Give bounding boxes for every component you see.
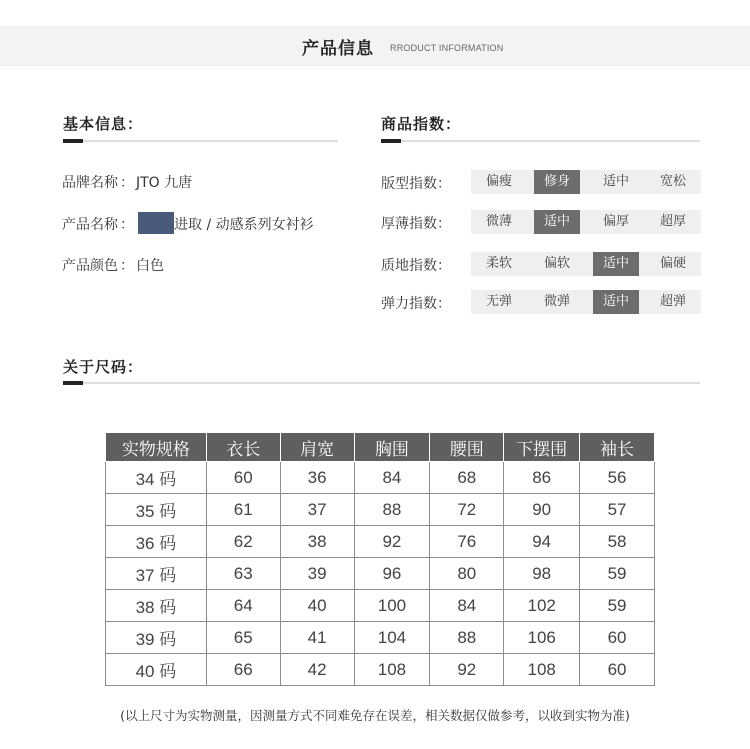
size-title: 关于尺码： [63,358,144,376]
size-cell: 60 [580,654,655,686]
size-cell: 60 [206,462,280,494]
index-option: 偏软 [543,256,570,271]
product-name-label: 产品名称 [62,217,118,233]
size-cell: 90 [504,494,580,526]
index-option: 微弹 [543,294,570,309]
size-header-cell: 腰围 [430,433,504,462]
index-option: 超厚 [659,214,686,229]
page-subtitle: RRODUCT INFORMATION [390,43,504,53]
index-option: 微薄 [485,214,512,229]
size-divider [63,382,700,384]
size-cell: 102 [504,590,580,622]
brand-row: 品牌名称 ： JTO 九唐 [62,175,193,191]
index-scale [471,210,701,234]
size-cell: 64 [206,590,280,622]
size-cell: 100 [354,590,430,622]
index-option: 无弹 [485,294,512,309]
index-label: 版型指数： [381,176,451,192]
size-cell: 88 [354,494,430,526]
size-cell: 37 [280,494,354,526]
size-cell: 61 [206,494,280,526]
table-row [106,622,655,654]
table-row [106,590,655,622]
size-cell: 60 [580,622,655,654]
index-option-selected: 适中 [593,290,639,314]
basic-info-title: 基本信息： [63,115,144,133]
index-label: 质地指数： [381,258,451,274]
size-cell: 104 [354,622,430,654]
product-name-row: 产品名称 ： 进取 / 动感系列女衬衫 [62,212,314,234]
size-cell: 38 [280,526,354,558]
size-cell: 37 码 [106,558,207,590]
size-cell: 96 [354,558,430,590]
size-cell: 106 [504,622,580,654]
size-cell: 40 [280,590,354,622]
size-cell: 92 [430,654,504,686]
size-cell: 65 [206,622,280,654]
size-header-cell: 实物规格 [106,433,207,462]
indices-divider [381,140,700,142]
index-scale [471,290,701,314]
size-cell: 88 [430,622,504,654]
size-cell: 66 [206,654,280,686]
size-cell: 92 [354,526,430,558]
size-cell: 39 [280,558,354,590]
size-cell: 62 [206,526,280,558]
index-label: 厚薄指数： [381,216,451,232]
size-header-cell: 下摆围 [504,433,580,462]
index-option-selected: 适中 [534,210,580,234]
index-option: 宽松 [659,174,686,189]
size-header-cell: 肩宽 [280,433,354,462]
table-row [106,526,655,558]
size-cell: 41 [280,622,354,654]
brand-label: 品牌名称 [62,175,118,191]
color-value: 白色 [136,258,164,274]
size-cell: 59 [580,558,655,590]
size-cell: 38 码 [106,590,207,622]
header-band [0,26,750,66]
product-name-value: 进取 / 动感系列女衬衫 [174,217,314,233]
page-title: 产品信息 [302,39,374,59]
table-row [106,558,655,590]
size-cell: 98 [504,558,580,590]
redacted-block [138,212,174,234]
table-row [106,494,655,526]
size-cell: 84 [430,590,504,622]
size-cell: 58 [580,526,655,558]
size-table-header [106,433,655,462]
index-label: 弹力指数： [381,296,451,312]
table-row [106,462,655,494]
index-option: 适中 [602,174,629,189]
index-option: 柔软 [485,256,512,271]
color-row: 产品颜色 ： 白色 [62,258,164,274]
size-cell: 36 [280,462,354,494]
size-header-cell: 袖长 [580,433,655,462]
size-note: (以上尺寸为实物测量，因测量方式不同难免存在误差，相关数据仅做参考，以收到实物为准) [120,708,630,723]
size-cell: 57 [580,494,655,526]
size-table [105,432,655,686]
index-option: 偏厚 [602,214,629,229]
size-cell: 94 [504,526,580,558]
brand-value: JTO 九唐 [136,175,193,191]
size-cell: 59 [580,590,655,622]
size-cell: 68 [430,462,504,494]
size-cell: 56 [580,462,655,494]
size-cell: 42 [280,654,354,686]
size-cell: 72 [430,494,504,526]
size-cell: 80 [430,558,504,590]
index-scale [471,170,701,194]
size-cell: 86 [504,462,580,494]
size-cell: 39 码 [106,622,207,654]
size-cell: 63 [206,558,280,590]
index-option: 偏瘦 [485,174,512,189]
size-cell: 34 码 [106,462,207,494]
index-option: 偏硬 [659,256,686,271]
size-cell: 76 [430,526,504,558]
size-header-cell: 衣长 [206,433,280,462]
size-cell: 40 码 [106,654,207,686]
size-cell: 108 [354,654,430,686]
basic-info-divider [63,140,338,142]
index-option-selected: 适中 [593,252,639,276]
index-scale [471,252,701,276]
size-cell: 84 [354,462,430,494]
size-cell: 35 码 [106,494,207,526]
size-header-cell: 胸围 [354,433,430,462]
table-row [106,654,655,686]
size-cell: 108 [504,654,580,686]
index-option: 超弹 [659,294,686,309]
index-option-selected: 修身 [534,170,580,194]
size-cell: 36 码 [106,526,207,558]
indices-title: 商品指数： [381,115,462,133]
color-label: 产品颜色 [62,258,118,274]
